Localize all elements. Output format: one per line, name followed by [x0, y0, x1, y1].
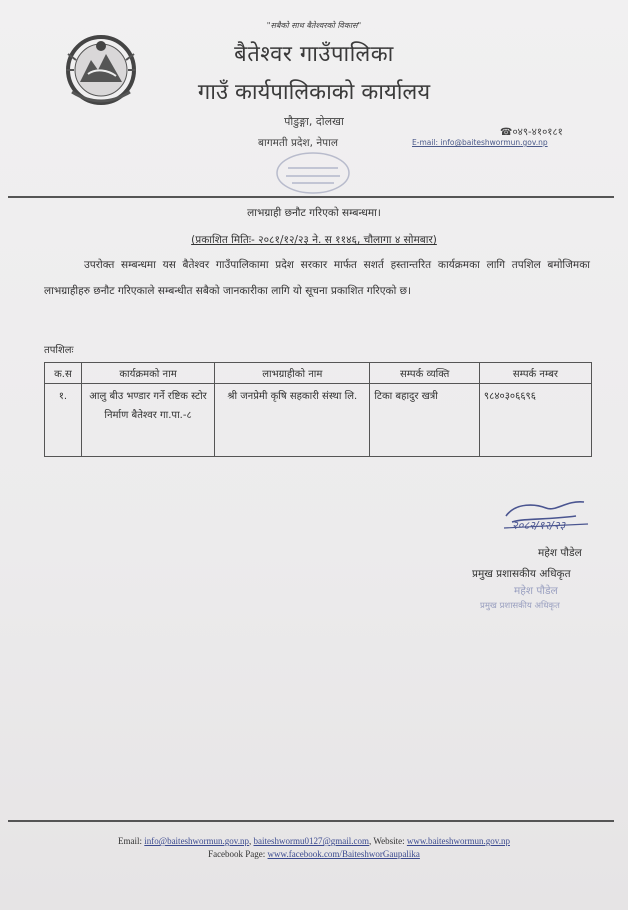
- footer-email-label: Email:: [118, 836, 145, 846]
- signature-icon: [476, 494, 596, 540]
- cell-sn: १.: [45, 384, 82, 457]
- signatory-name: महेश पौडेल: [538, 547, 582, 559]
- footer-facebook-label: Facebook Page:: [208, 849, 268, 859]
- cell-contact-number: ९८४०३०६६९६: [479, 384, 591, 457]
- footer-facebook-line: [0, 849, 628, 859]
- footer-contact-line: [0, 836, 628, 846]
- signature-date: २०८२/१२/२३: [512, 519, 566, 532]
- header-contact-person: सम्पर्क व्यक्ति: [370, 363, 480, 384]
- motto: "सबैको साथ बैतेश्वरको विकास": [266, 21, 362, 30]
- signatory-title: प्रमुख प्रशासकीय अधिकृत: [472, 568, 571, 580]
- beneficiary-table: [44, 362, 592, 457]
- notice-subject: लाभग्राही छनौट गरिएको सम्बन्धमा।: [247, 207, 381, 219]
- header-contact-number: सम्पर्क नम्बर: [479, 363, 591, 384]
- footer-website-label: , Website:: [369, 836, 407, 846]
- footer-divider: [8, 820, 614, 822]
- header-sn: क.स: [45, 363, 82, 384]
- stamp-title: प्रमुख प्रशासकीय अधिकृत: [480, 601, 560, 611]
- office-stamp-icon: [268, 150, 358, 196]
- footer-email-link[interactable]: info@baiteshwormun.gov.np: [144, 836, 249, 846]
- footer-facebook-link[interactable]: www.facebook.com/BaiteshworGaupalika: [267, 849, 420, 859]
- cell-beneficiary: श्री जनप्रेमी कृषि सहकारी संस्था लि.: [215, 384, 370, 457]
- header-program: कार्यक्रमको नाम: [81, 363, 214, 384]
- address-line-1: पौडुङ्गा, दोलखा: [284, 115, 344, 128]
- footer-separator: ,: [248, 836, 254, 846]
- cell-program: आलु बीउ भण्डार गर्ने रष्टिक स्टोर निर्माण बैतेश्वर गा.पा.-८: [81, 384, 214, 457]
- notice-body: उपरोक्त सम्बन्धमा यस बैतेश्वर गाउँपालिकामा प्रदेश सरकार मार्फत सशर्त हस्तान्तरित कार्यक्रमका लागि तपशिल बमोजिमका लाभग्राहीहरु छनौट गरिएकाले सम्बन्धीत सबैको जानकारीका लागि यो सूचना प्रकाशित गरिएको छ।: [44, 259, 590, 297]
- header-divider: [8, 196, 614, 198]
- municipality-title: बैतेश्वर गाउँपालिका: [234, 42, 394, 67]
- footer-gmail-link[interactable]: baiteshwormu0127@gmail.com: [253, 836, 370, 846]
- header-beneficiary: लाभग्राहीको नाम: [215, 363, 370, 384]
- cell-contact-person: टिका बहादुर खत्री: [370, 384, 480, 457]
- phone-number: ☎०४९-४१०१८१: [500, 127, 563, 138]
- header-email-link[interactable]: E-mail: info@baiteshwormun.gov.np: [412, 138, 548, 147]
- published-date: (प्रकाशित मितिः- २०८१/१२/२३ ने. स ११४६, चौलागा ४ सोमबार): [191, 234, 437, 246]
- address-line-2: बागमती प्रदेश, नेपाल: [258, 137, 338, 149]
- table-row: [45, 384, 592, 457]
- details-label: तपशिलः: [44, 345, 74, 356]
- table-header-row: [45, 363, 592, 384]
- stamp-name: महेश पौडेल: [514, 585, 558, 597]
- footer-website-link[interactable]: www.baiteshwormun.gov.np: [406, 836, 510, 846]
- office-title: गाउँ कार्यपालिकाको कार्यालय: [197, 80, 431, 105]
